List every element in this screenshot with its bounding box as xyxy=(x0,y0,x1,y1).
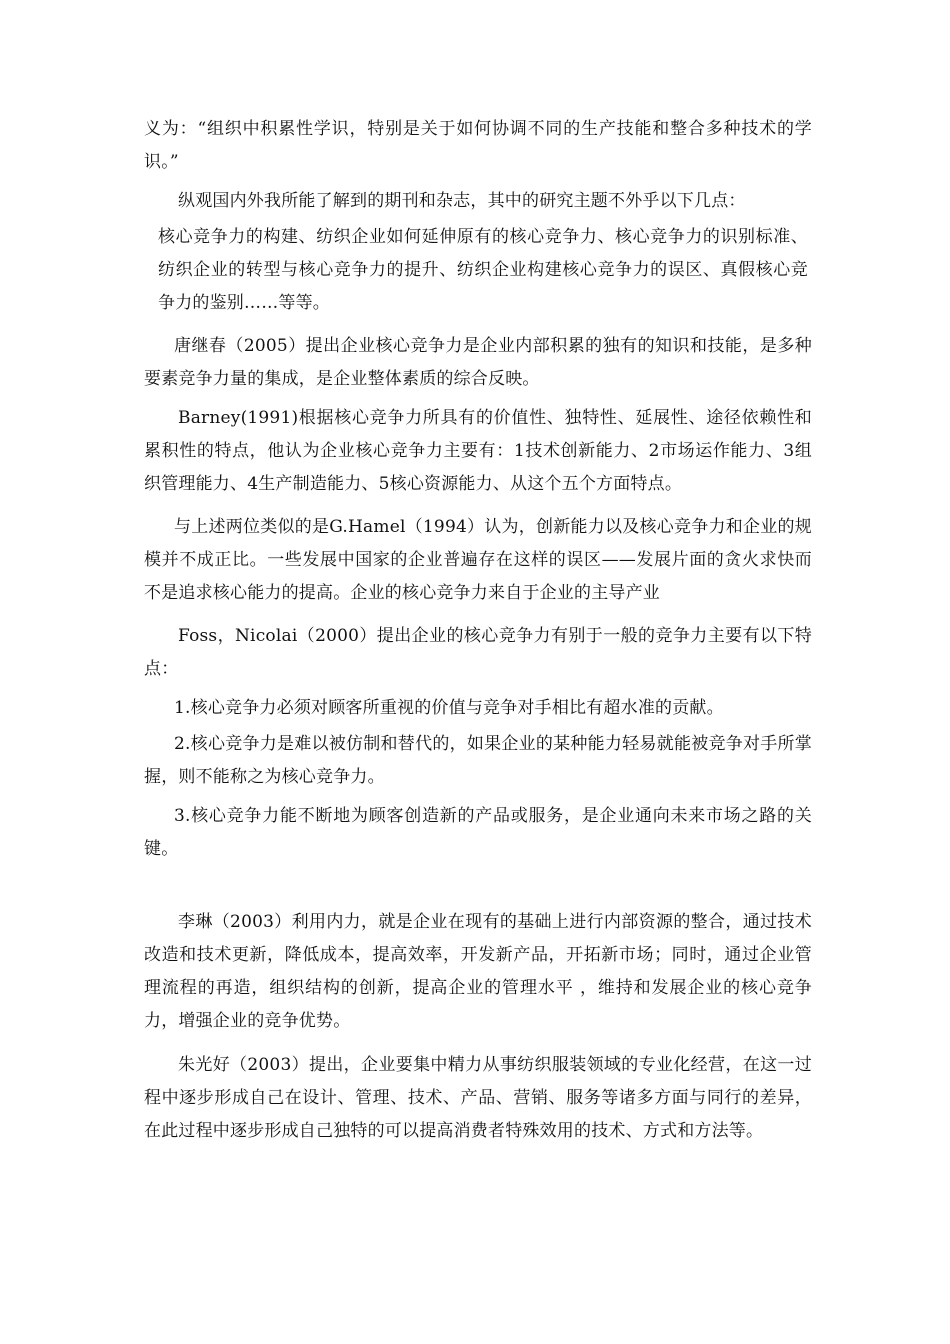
paragraph-research-topics: 核心竞争力的构建、纺织企业如何延伸原有的核心竞争力、核心竞争力的识别标准、纺织企业的转型与核心竞争力的提升、纺织企业构建核心竞争力的误区、真假核心竞争力的鉴别……等等。 xyxy=(158,227,808,313)
paragraph-barney: Barney(1991)根据核心竞争力所具有的价值性、独特性、延展性、途径依赖性和累积性的特点，他认为企业核心竞争力主要有：1技术创新能力、2市场运作能力、3组织管理能力、4生产制造能力、5核心资源能力、从这个五个方面特点。 xyxy=(144,408,812,494)
paragraph-definition: 义为：“组织中积累性学识，特别是关于如何协调不同的生产技能和整合多种技术的学识。” xyxy=(144,119,812,172)
paragraph-hamel: 与上述两位类似的是G.Hamel（1994）认为，创新能力以及核心竞争力和企业的规模并不成正比。一些发展中国家的企业普遍存在这样的误区——发展片面的贪火求快而不是追求核心能力的提高。企业的核心竞争力来自于企业的主导产业 xyxy=(144,517,812,603)
list-item-3: 3.核心竞争力能不断地为顾客创造新的产品或服务，是企业通向未来市场之路的关键。 xyxy=(144,806,812,859)
paragraph-research-overview: 纵观国内外我所能了解到的期刊和杂志，其中的研究主题不外乎以下几点： xyxy=(178,191,746,211)
list-item-2: 2.核心竞争力是难以被仿制和替代的，如果企业的某种能力轻易就能被竞争对手所掌握，则不能称之为核心竞争力。 xyxy=(144,734,812,787)
paragraph-li-lin: 李琳（2003）利用内力，就是企业在现有的基础上进行内部资源的整合，通过技术改造和技术更新，降低成本，提高效率，开发新产品，开拓新市场；同时，通过企业管理流程的再造，组织结构的创新，提高企业的管理水平 ，维持和发展企业的核心竞争力，增强企业的竞争优势。 xyxy=(144,912,812,1031)
list-item-1: 1.核心竞争力必须对顾客所重视的价值与竞争对手相比有超水准的贡献。 xyxy=(174,698,724,718)
paragraph-foss-nicolai: Foss，Nicolai（2000）提出企业的核心竞争力有别于一般的竞争力主要有以下特点： xyxy=(144,626,812,679)
paragraph-tang-jichun: 唐继春（2005）提出企业核心竞争力是企业内部积累的独有的知识和技能，是多种要素竞争力量的集成，是企业整体素质的综合反映。 xyxy=(144,336,812,389)
paragraph-zhu-guanghao: 朱光好（2003）提出，企业要集中精力从事纺织服装领域的专业化经营，在这一过程中逐步形成自己在设计、管理、技术、产品、营销、服务等诸多方面与同行的差异，在此过程中逐步形成自己独特的可以提高消费者特殊效用的技术、方式和方法等。 xyxy=(144,1055,812,1141)
